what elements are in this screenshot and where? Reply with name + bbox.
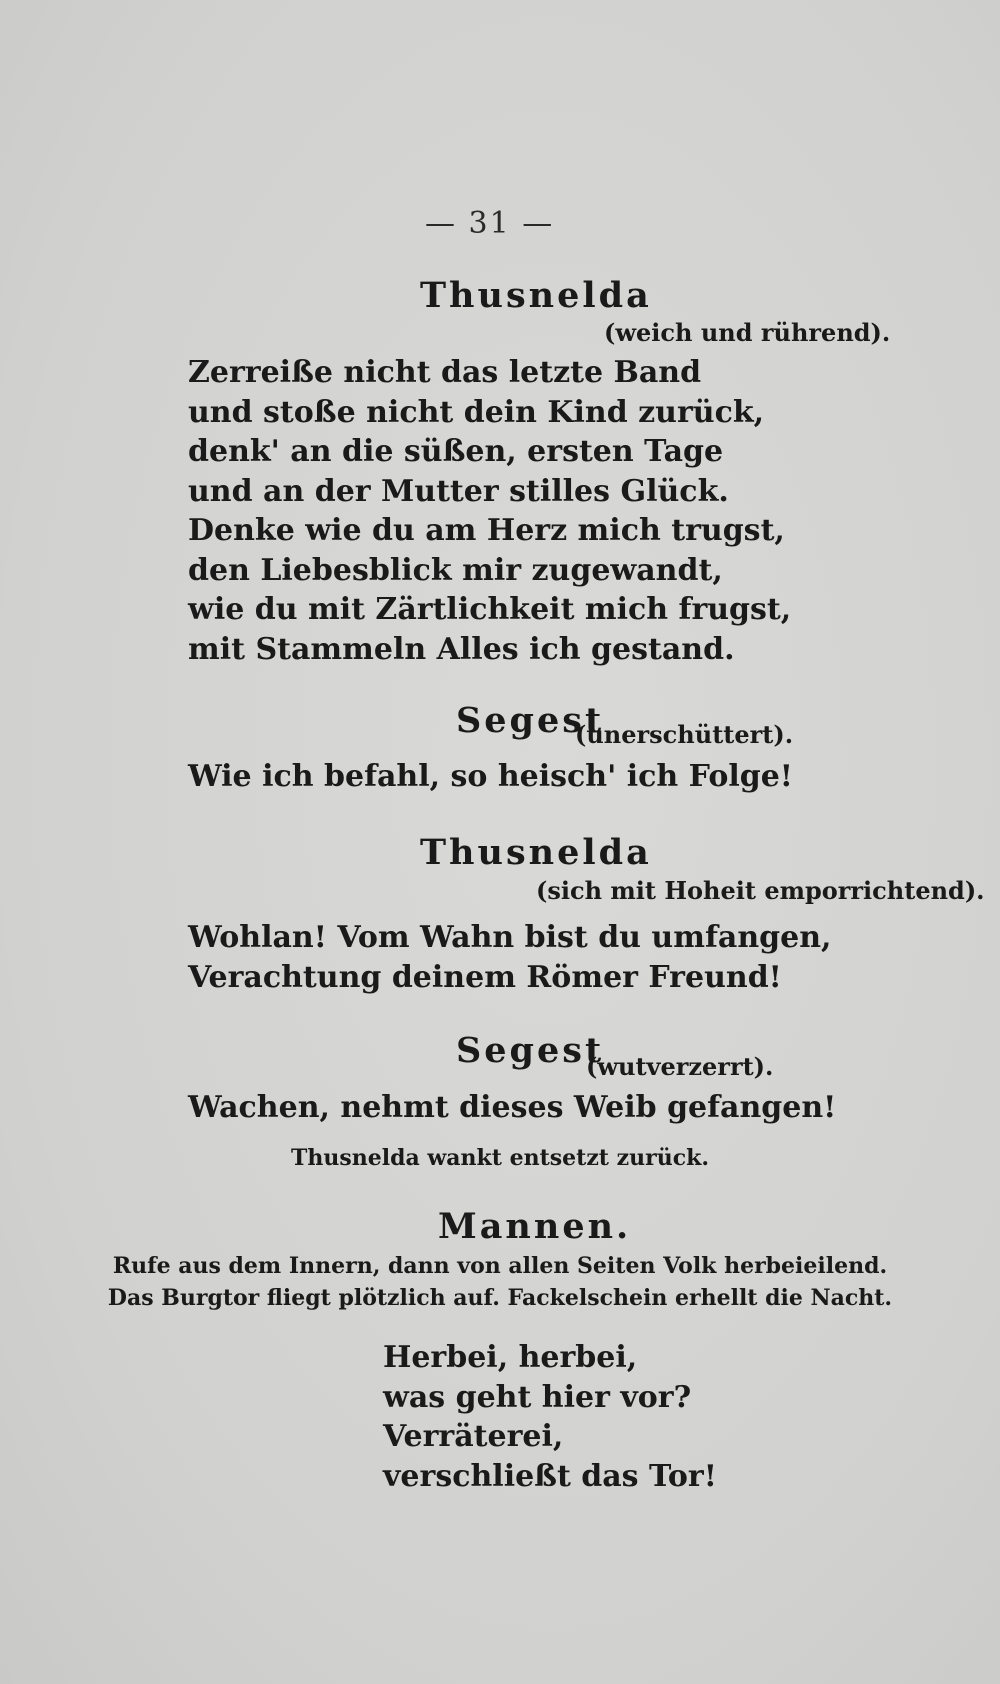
verse-line: Zerreiße nicht das letzte Band xyxy=(188,355,702,390)
verse-line: Wie ich befahl, so heisch' ich Folge! xyxy=(188,759,793,794)
verse-line: Verachtung deinem Römer Freund! xyxy=(188,959,782,995)
speaker-segest: Segest xyxy=(456,1030,605,1071)
verse-line: und stoße nicht dein Kind zurück, xyxy=(188,394,765,430)
stage-direction-centered: Thusnelda wankt entsetzt zurück. xyxy=(290,1145,710,1171)
verse-line: verschließt das Tor! xyxy=(383,1458,717,1494)
verse-line: denk' an die süßen, ersten Tage xyxy=(188,434,724,469)
stage-direction: (unerschüttert). xyxy=(575,720,794,749)
stage-line: Rufe aus dem Innern, dann von allen Seiten Volk herbeieilend. xyxy=(112,1253,888,1279)
verse-line: was geht hier vor? xyxy=(383,1379,692,1415)
verse-line: den Liebesblick mir zugewandt, xyxy=(188,552,723,588)
verse-block xyxy=(188,1088,836,1128)
stage-line: Das Burgtor fliegt plötzlich auf. Fackelschein erhellt die Nacht. xyxy=(107,1285,893,1311)
speaker-thusnelda: Thusnelda xyxy=(420,275,652,316)
stage-direction-block xyxy=(0,1250,1000,1314)
verse-line: Herbei, herbei, xyxy=(383,1340,638,1375)
verse-line: Wachen, nehmt dieses Weib gefangen! xyxy=(188,1090,837,1125)
verse-line: Verräterei, xyxy=(383,1419,564,1454)
speaker-segest: Segest xyxy=(456,700,605,741)
verse-block xyxy=(188,757,793,797)
speaker-thusnelda: Thusnelda xyxy=(420,832,652,873)
stage-direction: (sich mit Hoheit emporrichtend). xyxy=(536,876,985,905)
verse-line: wie du mit Zärtlichkeit mich frugst, xyxy=(188,592,792,627)
page-number: — 31 — xyxy=(425,206,555,241)
speaker-mannen: Mannen. xyxy=(438,1206,632,1247)
verse-line: und an der Mutter stilles Glück. xyxy=(188,473,729,509)
verse-line: mit Stammeln Alles ich gestand. xyxy=(188,631,735,667)
verse-block xyxy=(383,1338,717,1496)
verse-line: Wohlan! Vom Wahn bist du umfangen, xyxy=(188,920,832,955)
verse-block xyxy=(188,353,791,669)
stage-direction: (wutverzerrt). xyxy=(586,1052,774,1081)
verse-block xyxy=(188,918,831,997)
verse-line: Denke wie du am Herz mich trugst, xyxy=(188,513,785,548)
stage-direction: (weich und rührend). xyxy=(604,318,891,347)
